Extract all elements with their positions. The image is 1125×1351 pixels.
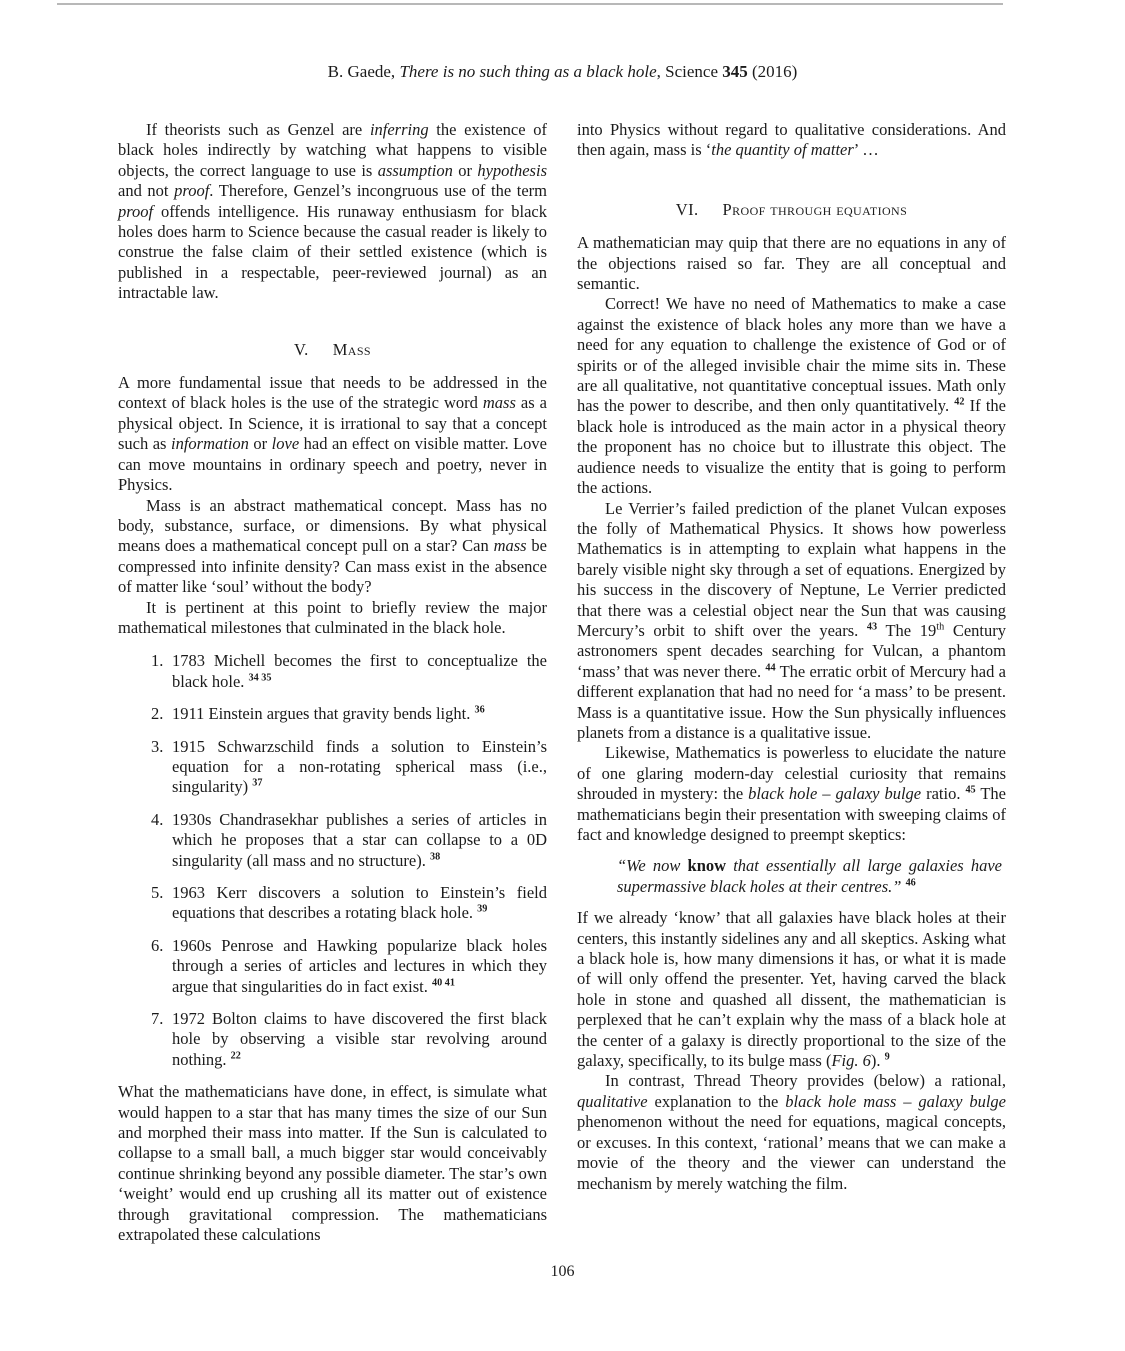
- section-numeral: V.: [293, 339, 309, 359]
- list-item-text: 1930s Chandrasekhar publishes a series of articles in which he proposes that a star can collapse to a 0D singularity (all mass and no structure). $^{38}$: [172, 809, 547, 870]
- section-numeral: VI.: [675, 199, 699, 219]
- section-title: Proof through equations: [722, 199, 908, 219]
- list-item-text: 1972 Bolton claims to have discovered the first black hole by observing a visible star revolving around nothing. $^{22}$: [172, 1009, 547, 1069]
- paragraph-if-we-already-know: If we already ‘know’ that all galaxies have black holes at their centers, this instantly sidelines any and all skeptics. Asking what a black hole is, how many dimensions it has, or what it is made of will only offend the presenter. Yet, having carved the black hole in stone and quashed all dissent, the mathematician is perplexed that he can’t explain why the mass of a black hole at the center of a galaxy is directly proportional to the size of the galaxy, specifically, to its bulge mass (Fig. 6). $^9$: [577, 908, 1006, 1071]
- list-item-text: 1960s Penrose and Hawking popularize black holes through a series of articles and lectures in which they argue that singularities do in fact exist. $^{40 41}$: [172, 935, 547, 996]
- block-quote-we-now-know: “We now know that essentially all large galaxies have supermassive black holes at their centres.” $^{46}$: [617, 856, 1002, 896]
- list-item-1783-michell: [151, 651, 547, 692]
- page-number: 106: [550, 1263, 575, 1280]
- list-item-number: 7.: [151, 1009, 164, 1029]
- list-item-1930s-chandrasekhar: [151, 810, 547, 871]
- list-item-number: 1.: [151, 651, 164, 671]
- list-item-number: 3.: [151, 736, 164, 756]
- paragraph-fundamental-issue: A more fundamental issue that needs to be addressed in the context of black holes is the use of the strategic word mass as a physical object. In Science, it is irrational to say that a concept such as information or love had an effect on visible matter. Love can move mountains in ordinary speech and poetry, never in Physics.: [118, 373, 547, 495]
- list-item-1972-bolton: [151, 1009, 547, 1070]
- list-item-text: 1911 Einstein argues that gravity bends light. $^{36}$: [172, 704, 485, 724]
- list-item-1911-einstein: [151, 704, 547, 724]
- running-header-citation: B. Gaede, There is no such thing as a black hole, Science 345 (2016): [327, 62, 798, 81]
- list-item-number: 2.: [151, 704, 164, 724]
- list-item-1960s-penrose-hawking: [151, 936, 547, 997]
- milestone-list: [151, 651, 547, 1070]
- paragraph-correct-no-need: Correct! We have no need of Mathematics to make a case against the existence of black holes any more than we have a need for any equation to challenge the existence of God or of spirits or of the alleged invisible chair the mime sits in. These are all qualitative, not quantitative conceptual issues. Math only has the power to describe, and then only quantitatively. $^{42}$ If the black hole is introduced as the main actor in a physical theory the proponent has no choice but to illustrate this object. The audience needs to visualize the entity that is going to perform the actions.: [577, 294, 1006, 498]
- section-title: Mass: [332, 339, 371, 359]
- section-heading-mass: [118, 340, 547, 360]
- left-column: [118, 120, 547, 1246]
- list-item-1915-schwarzschild: [151, 737, 547, 798]
- list-item-text: 1783 Michell becomes the first to conceptualize the black hole. $^{34 35}$: [172, 651, 547, 691]
- paragraph-into-physics: into Physics without regard to qualitative considerations. And then again, mass is ‘the quantity of matter’ …: [577, 120, 1006, 160]
- list-item-text: 1915 Schwarzschild finds a solution to Einstein’s equation for a non-rotating spherical mass (i.e., singularity) $^{37}$: [172, 736, 547, 797]
- paragraph-milestones-intro: It is pertinent at this point to briefly review the major mathematical milestones that culminated in the black hole.: [118, 597, 547, 637]
- list-item-text: 1963 Kerr discovers a solution to Einstein’s field equations that describes a rotating black hole. $^{39}$: [172, 883, 547, 923]
- list-item-1963-kerr: [151, 883, 547, 924]
- paragraph-simulation: What the mathematicians have done, in effect, is simulate what would happen to a star that has many times the size of our Sun and morphed their mass into matter. If the Sun is calculated to collapse to a small ball, a much bigger star would conceivably continue shrinking beyond any possible diameter. The star’s own ‘weight’ would end up crushing all its matter out of existence through gravitational compression. The mathematicians extrapolated these calculations: [118, 1082, 547, 1245]
- right-column: [577, 120, 1006, 1246]
- paragraph-mass-abstract: Mass is an abstract mathematical concept. Mass has no body, substance, surface, or dimensions. By what physical means does a mathematical concept pull on a star? Can mass be compressed into infinite density? Can mass exist in the absence of matter like ‘soul’ without the body?: [118, 495, 547, 597]
- paragraph-genzel-inferring: If theorists such as Genzel are inferring the existence of black holes indirectly by watching what happens to visible objects, the correct language to use is assumption or hypothesis and not proof. Therefore, Genzel’s incongruous use of the term proof offends intelligence. His runaway enthusiasm for black holes does harm to Science because the casual reader is likely to construe the false claim of their settled existence (which is published in a respectable, peer-reviewed journal) as an intractable law.: [118, 120, 547, 303]
- two-column-body: [118, 120, 1007, 1246]
- paragraph-le-verrier-vulcan: Le Verrier’s failed prediction of the planet Vulcan exposes the folly of Mathematical Physics. It shows how powerless Mathematics is in attempting to explain what happens in the barely visible night sky through a set of equations. Energized by his success in the discovery of Neptune, Le Verrier predicted that there was a celestial object near the Sun that was causing Mercury’s orbit to shift over the years. $^{43}$ The 19th Century astronomers spent decades searching for Vulcan, a phantom ‘mass’ that was never there. $^{44}$ The erratic orbit of Mercury had a different explanation that had no need for ‘a mass’ to be present. Mass is a quantitative issue. How the Sun physically influences planets from a distance is a qualitative issue.: [577, 498, 1006, 742]
- list-item-number: 5.: [151, 883, 164, 902]
- paragraph-mathematician-quip: A mathematician may quip that there are no equations in any of the objections raised so far. They are all conceptual and semantic.: [577, 233, 1006, 294]
- paragraph-thread-theory: In contrast, Thread Theory provides (below) a rational, qualitative explanation to the black hole mass – galaxy bulge phenomenon without the need for equations, magical concepts, or excuses. In this context, ‘rational’ means that we can make a movie of the theory and the viewer can understand the mechanism by merely watching the film.: [577, 1071, 1006, 1193]
- paragraph-likewise-bulge-ratio: Likewise, Mathematics is powerless to elucidate the nature of one glaring modern-day celestial curiosity that remains shrouded in mystery: the black hole – galaxy bulge ratio. $^{45}$ The mathematicians begin their presentation with sweeping claims of fact and knowledge designed to preempt skeptics:: [577, 743, 1006, 844]
- list-item-number: 4.: [151, 809, 164, 829]
- section-heading-proof-through-equations: [577, 200, 1006, 220]
- list-item-number: 6.: [151, 935, 164, 955]
- page-top-divider: [57, 3, 1003, 5]
